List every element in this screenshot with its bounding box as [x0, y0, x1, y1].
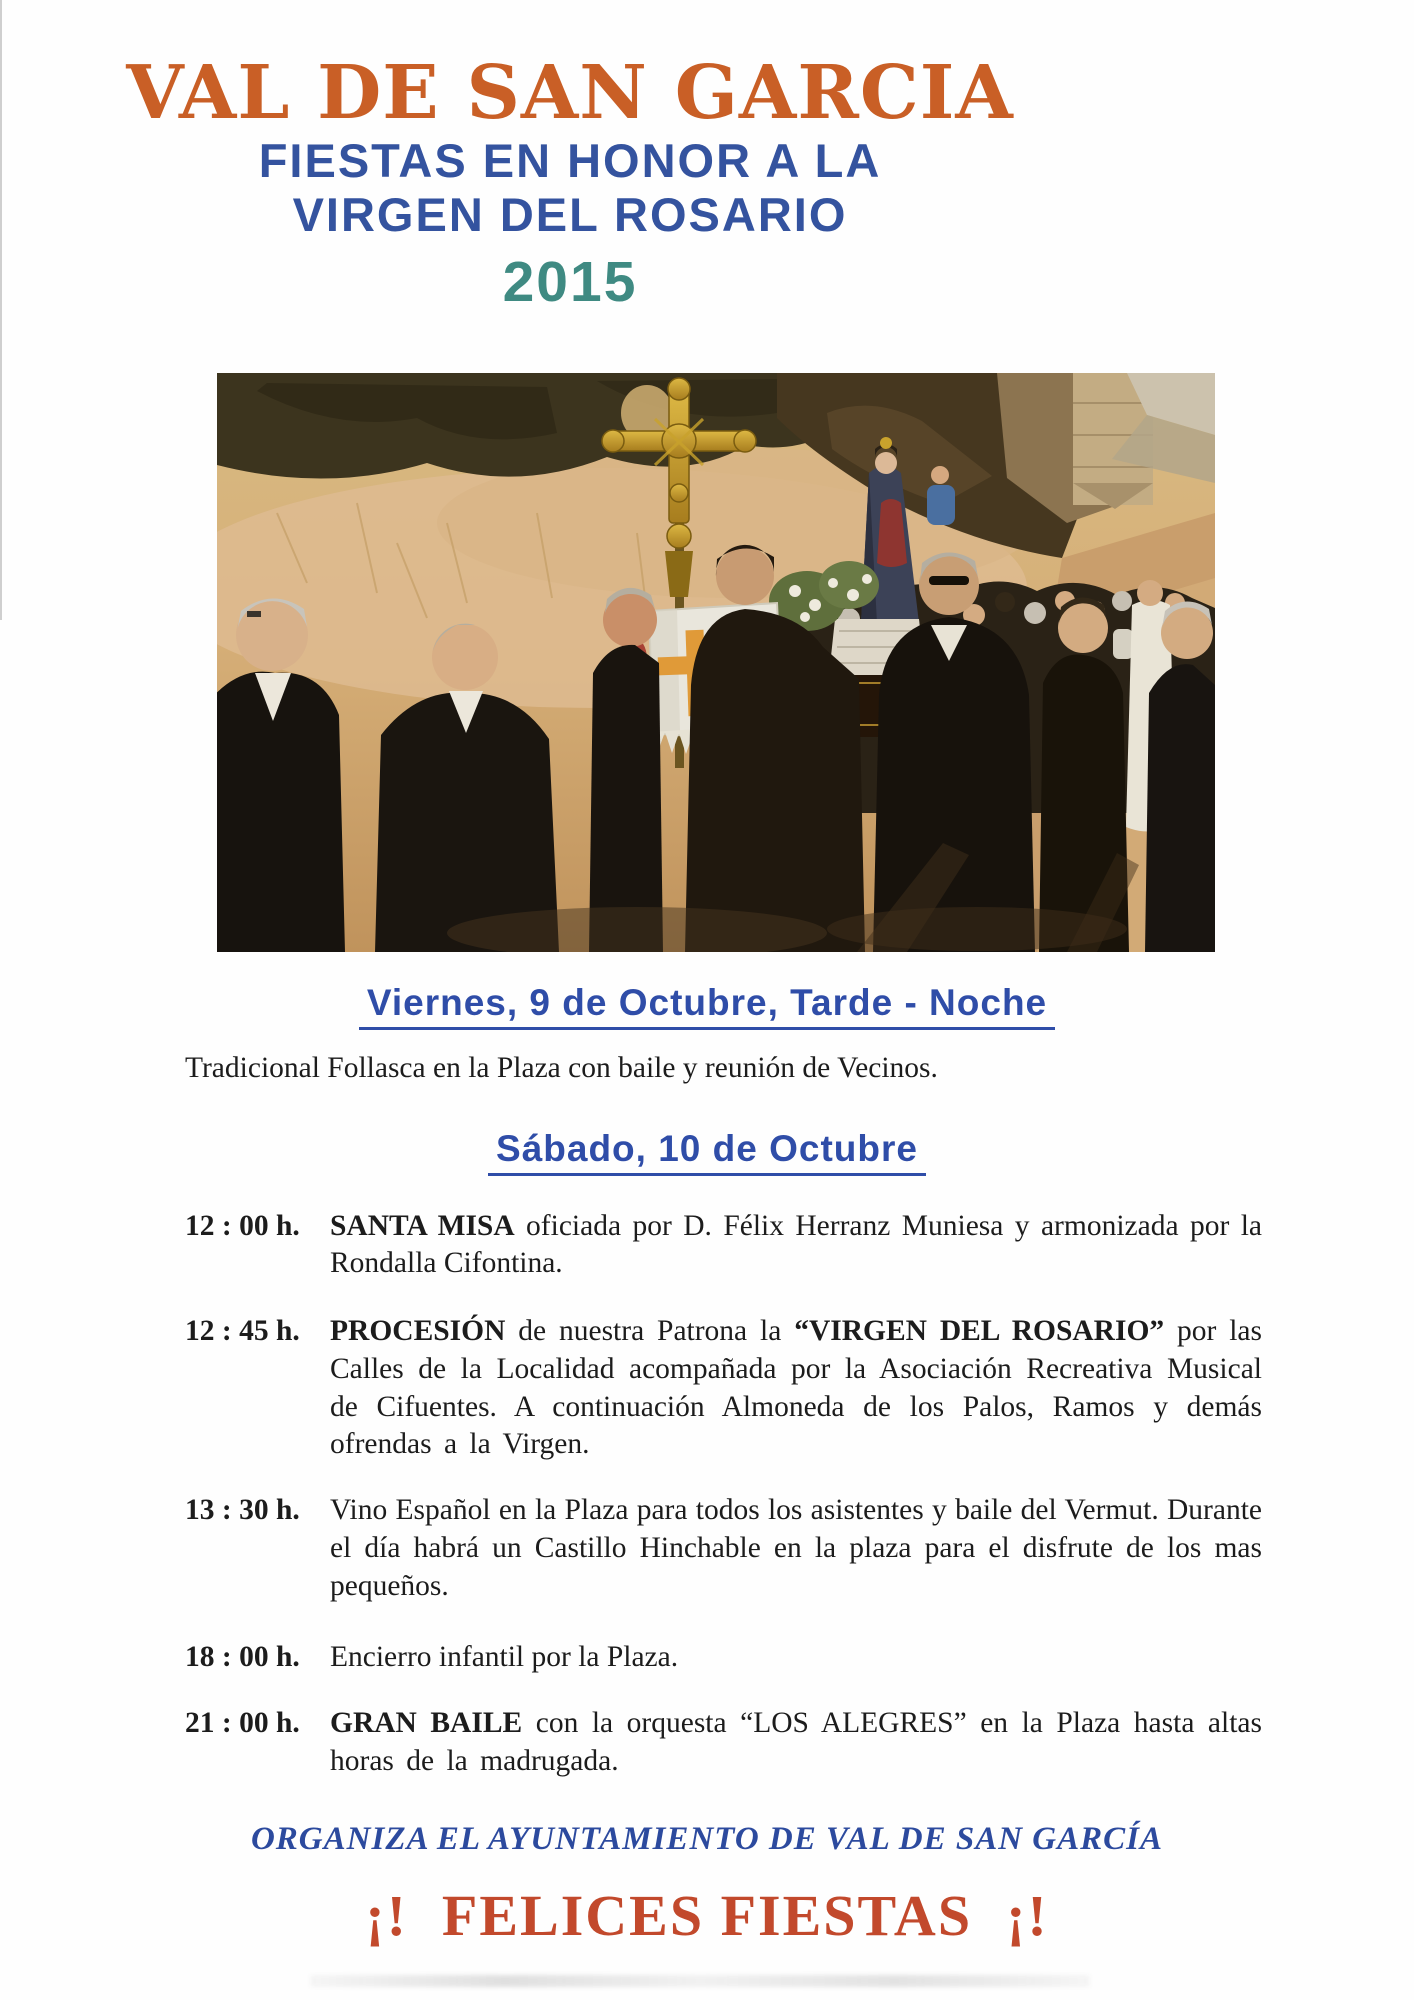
subtitle-line-2: VIRGEN DEL ROSARIO [292, 188, 848, 242]
item-description [330, 1639, 1262, 1677]
item-description [330, 1208, 1262, 1284]
year-label: 2015 [502, 249, 638, 314]
greeting-text: FELICES FIESTAS [441, 1882, 973, 1948]
friday-heading-text: Viernes, 9 de Octubre, Tarde - Noche [359, 982, 1055, 1030]
schedule-item [185, 1639, 1262, 1677]
desc-text: con la orquesta “LOS ALEGRES” en la Plaza hasta altas horas de la madrugada. [330, 1707, 1262, 1777]
time-label: 12 : 00 h. [185, 1209, 300, 1242]
desc-bold: GRAN BAILE [330, 1707, 523, 1740]
procession-photo [217, 373, 1215, 952]
item-description [330, 1313, 1262, 1464]
time-label: 13 : 30 h. [185, 1494, 300, 1527]
poster-header [0, 0, 1140, 315]
desc-text: Encierro infantil por la Plaza. [330, 1641, 679, 1674]
scan-artifact-bottom [310, 1975, 1090, 1987]
time-label: 21 : 00 h. [185, 1707, 300, 1740]
saturday-heading [0, 1128, 1414, 1170]
desc-text: Vino Español en la Plaza para todos los asistentes y baile del Vermut. Durante el día habrá un Castillo Hinchable en la plaza para el disfrute de los mas pequeños. [330, 1494, 1262, 1602]
desc-text: por las Calles de la Localidad acompañada por la Asociación Recreativa Musical de Cifuentes. A continuación Almoneda de los Palos, Ramos y demás ofrendas a la Virgen. [330, 1315, 1263, 1461]
desc-text: de nuestra Patrona la [505, 1315, 795, 1348]
procession-photo-illustration [217, 373, 1215, 952]
desc-bold: “VIRGEN DEL ROSARIO” [794, 1315, 1165, 1348]
saturday-heading-text: Sábado, 10 de Octubre [488, 1128, 926, 1176]
desc-bold: SANTA MISA [330, 1209, 515, 1242]
time-label: 18 : 00 h. [185, 1641, 300, 1674]
friday-body: Tradicional Follasca en la Plaza con baile y reunión de Vecinos. [185, 1051, 938, 1084]
item-description [330, 1492, 1262, 1605]
schedule-item [185, 1705, 1262, 1781]
greeting-prefix: ¡! [365, 1882, 408, 1948]
saturday-schedule [185, 1208, 1262, 1781]
schedule-item [185, 1208, 1262, 1284]
time-label: 12 : 45 h. [185, 1315, 300, 1348]
desc-bold: PROCESIÓN [330, 1315, 506, 1348]
friday-heading [0, 982, 1414, 1024]
organizer-line: ORGANIZA EL AYUNTAMIENTO DE VAL DE SAN GARCÍA [250, 1820, 1164, 1857]
greeting-line [0, 1882, 1414, 1949]
item-description [330, 1705, 1262, 1781]
page-title: VAL DE SAN GARCIA [126, 50, 1014, 136]
scan-artifact-left-edge [0, 0, 2, 620]
subtitle-line-1: FIESTAS EN HONOR A LA [258, 133, 882, 187]
desc-text: oficiada por D. Félix Herranz Muniesa y armonizada por la Rondalla Cifontina. [330, 1209, 1263, 1280]
greeting-suffix: ¡! [1006, 1882, 1049, 1948]
schedule-item [185, 1492, 1262, 1605]
schedule-item [185, 1313, 1262, 1464]
